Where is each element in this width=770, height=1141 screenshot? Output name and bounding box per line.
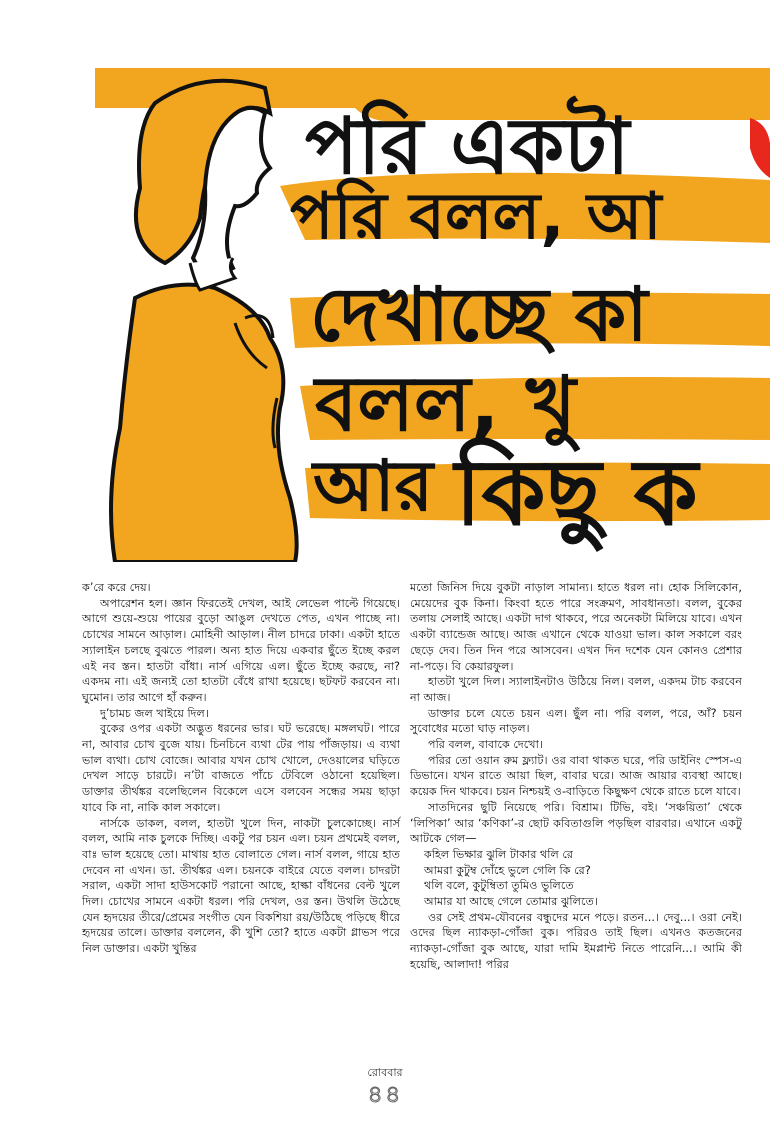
illustration-art [95, 68, 770, 562]
illus-line-1: পরি একটা [305, 102, 630, 192]
paragraph: সাতদিনের ছুটি নিয়েছে পরি। বিশ্রাম। টিভি, বই। ‘সঞ্চয়িতা’ থেকে ‘লিপিকা’ আর ‘কণিকা’-র ছোট কবিতাগুলি পড়ছিল বারবার। এখানে একটু আটকে গেল— [410, 800, 742, 846]
paragraph: মতো জিনিস দিয়ে বুকটা নাড়াল সামান্য। হাতে ধরল না। হোক সিলিকোন, মেয়েদের বুক কিনা। কিংবা হতে পারে সংক্রমণ, সাবধানতা। বলল, বুকের তলায় সেলাই আছে। একটা দাগ থাকবে, পরে অনেকটা মিলিয়ে যাবে। এখন একটা ব্যান্ডেজ আছে। আজ এখানে থেকে যাওয়া ভাল। কাল সকালে বরং ছেড়ে দেব। তিন দিন পরে আসবেন। এখন দিন দশেক যেন কোনও প্রেশার না-পড়ে। বি কেয়ারফুল। [410, 581, 742, 673]
verse-line: আমরা কুটুম্ব দোঁহে ভুলে গেলি কি রে? [424, 863, 591, 877]
paragraph: ক’রে করে দেয়। [82, 581, 151, 594]
illustration [95, 68, 770, 562]
article-right-column [410, 580, 742, 973]
illus-line-3: দেখাচ্ছে কা [310, 272, 648, 358]
verse-line: থলি বলে, কুটুম্বিতা তুমিও ভুলিতে [424, 879, 574, 893]
verse-line: আমার যা আছে গেলে তোমার ঝুলিতে। [424, 895, 598, 909]
illus-line-2: পরি বলল, আ [290, 180, 662, 254]
paragraph: অপারেশন হল। জ্ঞান ফিরতেই দেখল, আই লেভেল পাল্টে গিয়েছে। আগে শুয়ে-শুয়ে পায়ের বুড়ো আঙুল দেখতে পেত, এখন পাচ্ছে না। চোখের সামনে আড়াল। মোহিনী আড়াল। নীল চাদরে ঢাকা। একটা হাতে স্যালাইন চলছে বুঝতে পারল। অন্য হাত দিয়ে একবার ছুঁতে ইচ্ছে করল এই নব স্তন। হাতটা বাঁধা। নার্স এগিয়ে এল। ছুঁতে ইচ্ছে করছে, না? একদম না। এই জন্যই তো হাতটা বেঁধে রাখা হয়েছে। ছটফট করবেন না। ঘুমোন। তার আগে হাঁ করুন। [82, 596, 400, 704]
magazine-name: রোববার [367, 1066, 403, 1079]
paragraph: ওর সেই প্রথম-যৌবনের বন্ধুদের মনে পড়ে। রতন...। দেবু...। ওরা নেই। ওদের ছিল ন্যাকড়া-গোঁজা বুক। পরিরও তাই ছিল। এখনও কতজনের ন্যাকড়া-গোঁজা বুক আছে, যারা দামি ইমপ্লান্ট নিতে পারেনি...। আমি কী হয়েছি, আলাদা! পরির [410, 910, 742, 971]
illus-line-6: কিছু ক [455, 439, 698, 546]
paragraph: হাতটা খুলে দিল। স্যালাইনটাও উঠিয়ে নিল। বলল, একদম টাচ করবেন না আজ। [410, 675, 742, 704]
illus-line-4: বলল, খু [315, 359, 576, 448]
paragraph: নার্সকে ডাকল, বলল, হাতটা খুলে দিন, নাকটা চুলকোচ্ছে। নার্স বলল, আমি নাক চুলকে দিচ্ছি। একটু পর চয়ন এল। চয়ন প্রথমেই বলল, বাঃ ভাল হয়েছে তো। মাথায় হাত বোলাতে গেল। নার্স বলল, গায়ে হাত দেবেন না এখন। ডা. তীর্থঙ্কর এল। চয়নকে বাইরে যেতে বলল। চাদরটা সরাল, একটা সাদা হাউসকোট পরানো আছে, হাল্কা বাঁধনের বেল্ট খুলে দিল। চোখের সামনে একটা ধরল। পরি দেখল, ওর স্তন। উথলি উঠেছে যেন হৃদয়ের তীরে/প্রেমের সংগীত যেন বিকশিয়া রয়/উঠিছে পড়িছে ধীরে হৃদয়ের তালে। ডাক্তার বললেন, কী খুশি তো? হাতে একটা গ্লাভস পরে নিল ডাক্তার। একটা খুন্তির [82, 816, 400, 956]
page-number: ৪৪ [367, 1080, 403, 1108]
paragraph: বুকের ওপর একটা অদ্ভুত ধরনের ভার। ঘট ভরেছে। মঙ্গলঘট। পারে না, আবার চোখ বুজে যায়। চিনচিনে ব্যথা টের পায় পাঁজড়ায়। এ ব্যথা ভাল ব্যথা। চোখ বোজে। আবার যখন চোখ খোলে, দেওয়ালের ঘড়িতে দেখল সাড়ে চারটে। ন’টা বাজতে পাঁচে টেবিলে ওঠানো হয়েছিল। ডাক্তার তীর্থঙ্কর বলেছিলেন বিকেলে এসে বলবেন সন্ধের সময় ছাড়া যাবে কি না, নাকি কাল সকালে। [82, 722, 400, 814]
paragraph: পরি বলল, বাবাকে দেখো। [428, 738, 543, 752]
verse-line: কহিল ভিক্ষার ঝুলি টাকার থলি রে [424, 847, 574, 861]
paragraph: ডাক্তার চলে যেতে চয়ন এল। ছুঁল না। পরি বলল, পরে, আঁ? চয়ন সুবোধের মতো ঘাড় নাড়ল। [410, 706, 742, 736]
paragraph: দু’চামচ জল খাইয়ে দিল। [100, 706, 209, 720]
illus-line-5: আর [313, 445, 434, 527]
article-left-column [82, 580, 400, 957]
paragraph: পরির তো ওয়ান রুম ফ্ল্যাট। ওর বাবা থাকত ঘরে, পরি ডাইনিং স্পেস-এ ডিভানে। যখন রাতে আয়া ছিল, বাবার ঘরে। আজ আয়ার ব্যবস্থা আছে। কয়েক দিন থাকবে। চয়ন নিশ্চয়ই ও-বাড়িতে কিছুক্ষণ থেকে রাতে চলে যাবে। [410, 753, 742, 799]
